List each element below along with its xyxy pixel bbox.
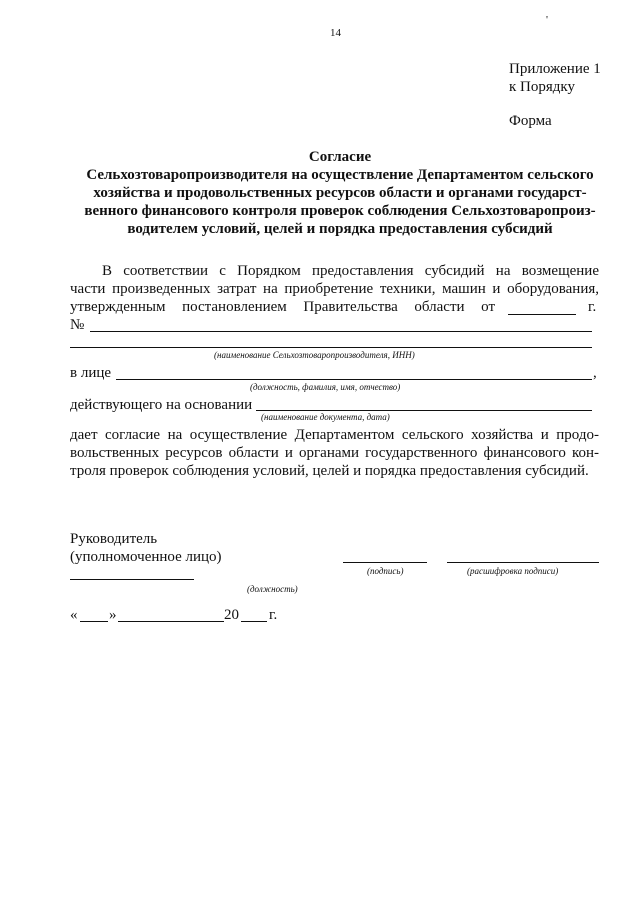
in-person-label: в лице xyxy=(70,365,112,381)
signature-field[interactable] xyxy=(343,562,427,563)
paragraph-1-line-3: утвержденным постановлением Правительства области от xyxy=(70,299,495,315)
date-close-quote: » xyxy=(109,607,117,623)
paragraph-1-line-2: части произведенных затрат на приобретение техники, машин и оборудования, xyxy=(70,281,599,297)
signature-authorized-label: (уполномоченное лицо) xyxy=(70,549,222,565)
caption-document: (наименование документа, дата) xyxy=(261,412,390,422)
date-day-field[interactable] xyxy=(80,621,108,622)
acting-basis-label: действующего на основании xyxy=(70,397,253,413)
document-heading: Согласие xyxy=(308,149,372,165)
title-line-1: Сельхозтоваропроизводителя на осуществление Департаментом сельского xyxy=(86,167,594,183)
paragraph-2-line-1: дает согласие на осуществление Департаментом сельского хозяйства и продо- xyxy=(70,427,599,443)
form-label: Форма xyxy=(509,113,552,129)
caption-signature-decode: (расшифровка подписи) xyxy=(467,566,559,576)
date-month-field[interactable] xyxy=(118,621,224,622)
date-open-quote: « xyxy=(70,607,78,623)
decree-date-field[interactable] xyxy=(508,314,576,315)
signature-head-label: Руководитель xyxy=(70,531,158,547)
basis-document-field[interactable] xyxy=(256,410,592,411)
page-number: 14 xyxy=(330,27,341,39)
decree-number-field[interactable] xyxy=(90,331,592,332)
appendix-label: Приложение 1 xyxy=(509,61,601,77)
year-suffix: г. xyxy=(588,299,597,315)
signature-decode-field[interactable] xyxy=(447,562,599,563)
date-year-suffix: г. xyxy=(269,607,278,623)
paragraph-2-line-2: вольственных ресурсов области и органами государственного финансового кон- xyxy=(70,445,599,461)
representative-field[interactable] xyxy=(116,379,592,380)
appendix-order: к Порядку xyxy=(509,79,575,95)
title-line-2: хозяйства и продовольственных ресурсов области и органами государст- xyxy=(93,185,587,201)
caption-position: (должность) xyxy=(247,584,298,594)
comma: , xyxy=(593,365,597,381)
date-year-field[interactable] xyxy=(241,621,267,622)
caption-position-name: (должность, фамилия, имя, отчество) xyxy=(250,382,401,392)
paragraph-2-line-3: троля проверок соблюдения условий, целей и порядка предоставления субсидий. xyxy=(70,463,589,479)
paragraph-1-line-1: В соответствии с Порядком предоставления субсидий на возмещение xyxy=(102,263,599,279)
date-century: 20 xyxy=(224,607,239,623)
title-line-4: водителем условий, целей и порядка предоставления субсидий xyxy=(127,221,553,237)
caption-producer-name: (наименование Сельхозтоваропроизводителя, ИНН) xyxy=(214,350,415,360)
title-line-3: венного финансового контроля проверок соблюдения Сельхозтоваропроиз- xyxy=(84,203,596,219)
producer-name-field[interactable] xyxy=(70,347,592,348)
position-field[interactable] xyxy=(70,579,194,580)
caption-signature: (подпись) xyxy=(367,566,404,576)
number-sign: № xyxy=(70,317,85,333)
corner-mark: ' xyxy=(546,14,548,26)
